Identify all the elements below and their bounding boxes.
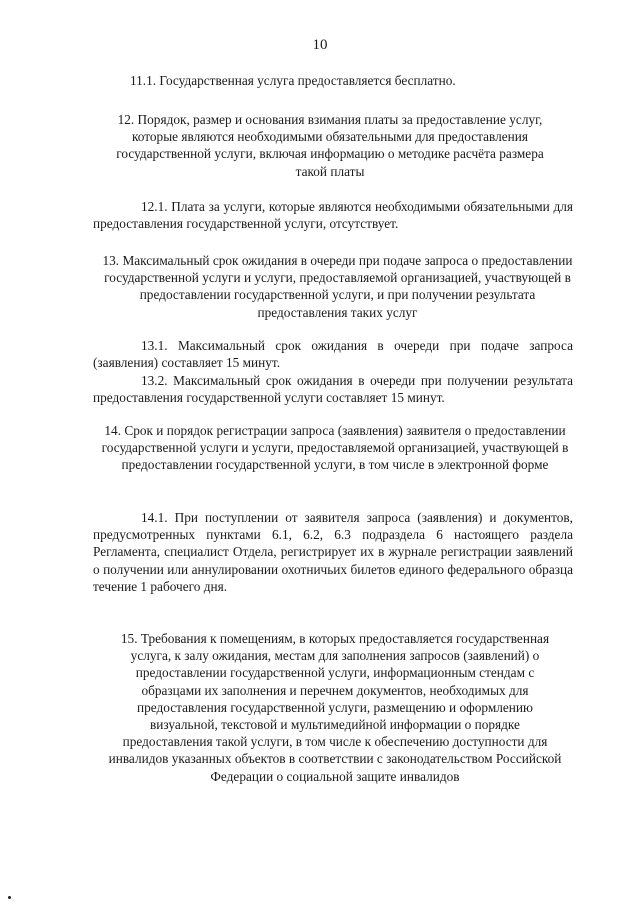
page-number: 10 xyxy=(312,37,328,53)
heading-14 xyxy=(100,422,570,474)
paragraph-12-1 xyxy=(93,198,573,232)
heading-12 xyxy=(110,111,550,180)
heading-15 xyxy=(105,630,565,785)
paragraph-13-1-text: 13.1. Максимальный срок ожидания в очереди при подаче запроса (заявления) составляет 15 минут. xyxy=(93,338,573,371)
scan-artifact-dot xyxy=(8,896,11,899)
heading-13-text: 13. Максимальный срок ожидания в очереди при подаче запроса о предоставлении государственной услуги и услуги, предоставляемой организацией, участвующей в предоставлении государственной услуги, и при получении результата предоставления таких услуг xyxy=(102,253,573,320)
heading-14-text: 14. Срок и порядок регистрации запроса (заявления) заявителя о предоставлении государственной услуги и услуги, предоставляемой организацией, участвующей в предоставлении государственной услуги, в том числе в электронной форме xyxy=(101,423,569,473)
paragraph-14-1-text: 14.1. При поступлении от заявителя запроса (заявления) и документов, предусмотренных пунктами 6.1, 6.2, 6.3 подраздела 6 настоящего раздела Регламента, специалист Отдела, регистрирует их в журнале регистрации заявлений о получении или аннулировании охотничьих билетов единого федерального образца течение 1 рабочего дня. xyxy=(93,510,573,594)
heading-13 xyxy=(100,252,575,321)
paragraph-12-1-text: 12.1. Плата за услуги, которые являются необходимыми обязательными для предоставления государственной услуги, отсутствует. xyxy=(93,199,573,232)
paragraph-13-2-text: 13.2. Максимальный срок ожидания в очереди при получении результата предоставления государственной услуги составляет 15 минут. xyxy=(93,373,573,406)
paragraph-13-1 xyxy=(93,337,573,371)
paragraph-11-1 xyxy=(130,72,530,89)
heading-15-text: 15. Требования к помещениям, в которых предоставляется государственная услуга, к залу ожидания, местам для заполнения запросов (заявлений) о предоставлении государственной услуги, информационным стендам с образцами их заполнения и перечнем документов, необходимых для предоставления государственной услуги, размещению и оформлению визуальной, текстовой и мультимедийной информации о порядке предоставления такой услуги, в том числе к обеспечению доступности для инвалидов указанных объектов в соответствии с законодательством Российской Федерации о социальной защите инвалидов xyxy=(108,631,562,784)
paragraph-14-1 xyxy=(93,509,573,595)
paragraph-13-2 xyxy=(93,372,573,406)
heading-12-text: 12. Порядок, размер и основания взимания платы за предоставление услуг, которые являются необходимыми обязательными для предоставления государственной услуги, включая информацию о методике расчёта размера такой платы xyxy=(116,112,544,179)
paragraph-11-1-text: 11.1. Государственная услуга предоставляется бесплатно. xyxy=(130,73,456,88)
